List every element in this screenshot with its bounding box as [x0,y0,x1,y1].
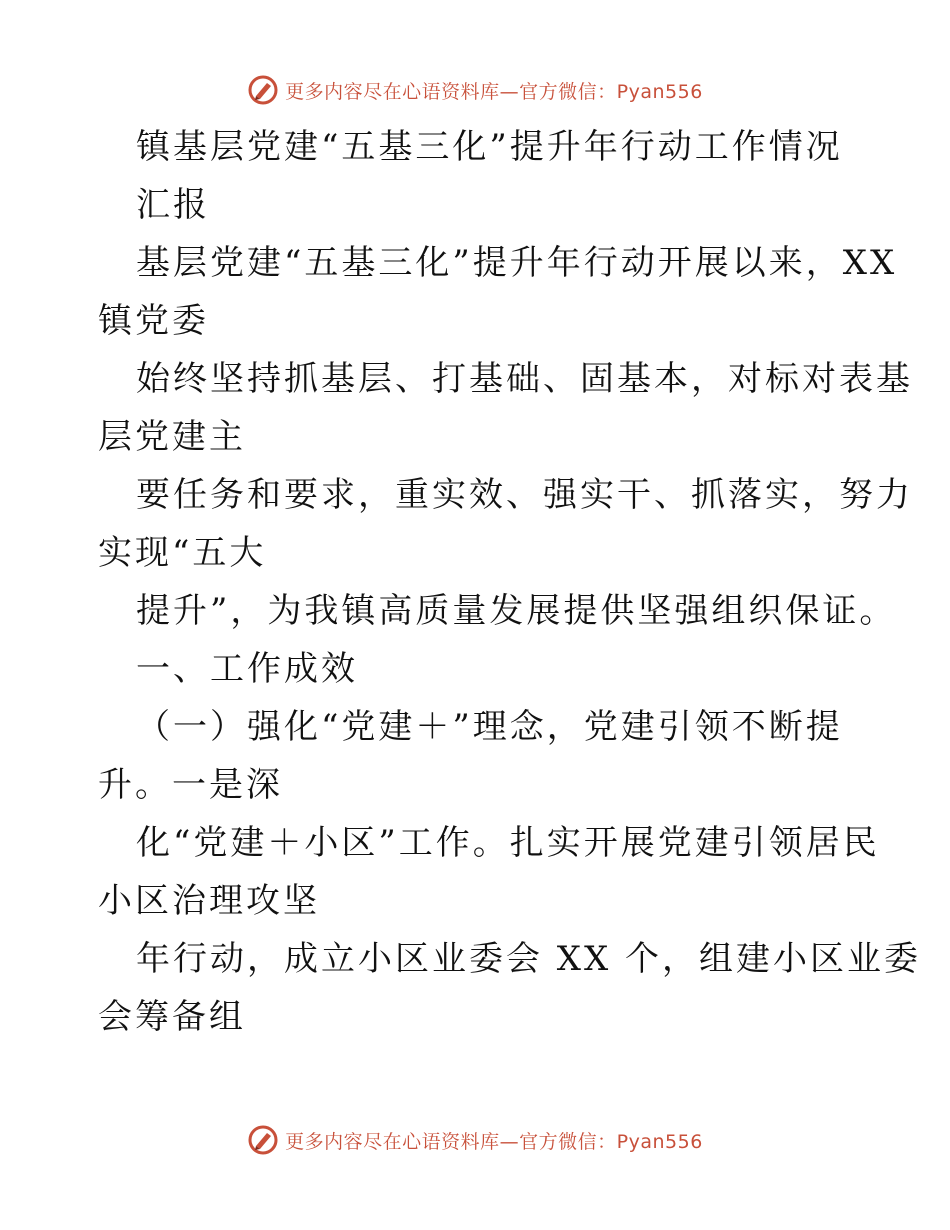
doc-line: 始终坚持抓基层、打基础、固基本，对标对表基 [136,359,913,399]
doc-line: 汇报 [136,185,210,225]
doc-line: 镇基层党建“五基三化”提升年行动工作情况 [136,127,843,167]
doc-line: 年行动，成立小区业委会 XX 个，组建小区业委 [136,939,922,979]
pen-badge-icon [247,74,279,106]
doc-line: 小区治理攻坚 [98,881,320,921]
header-watermark [0,70,950,110]
watermark-text: 更多内容尽在心语资料库—官方微信：Pyan556 [285,80,703,103]
doc-line: （一）强化“党建＋”理念，党建引领不断提 [136,707,843,747]
document-body [98,118,922,1046]
doc-line: 升。一是深 [98,765,283,805]
doc-line: 镇党委 [98,301,209,341]
doc-line: 基层党建“五基三化”提升年行动开展以来，XX [136,243,898,283]
watermark-text: 更多内容尽在心语资料库—官方微信：Pyan556 [285,1130,703,1153]
section-heading: 一、工作成效 [136,649,358,689]
doc-line: 提升”，为我镇高质量发展提供坚强组织保证。 [136,591,897,631]
doc-line: 层党建主 [98,417,246,457]
doc-line: 化“党建＋小区”工作。扎实开展党建引领居民 [136,823,880,863]
doc-line: 实现“五大 [98,533,267,573]
footer-watermark [0,1120,950,1160]
pen-badge-icon [247,1124,279,1156]
doc-line: 会筹备组 [98,997,246,1037]
doc-line: 要任务和要求，重实效、强实干、抓落实，努力 [136,475,913,515]
